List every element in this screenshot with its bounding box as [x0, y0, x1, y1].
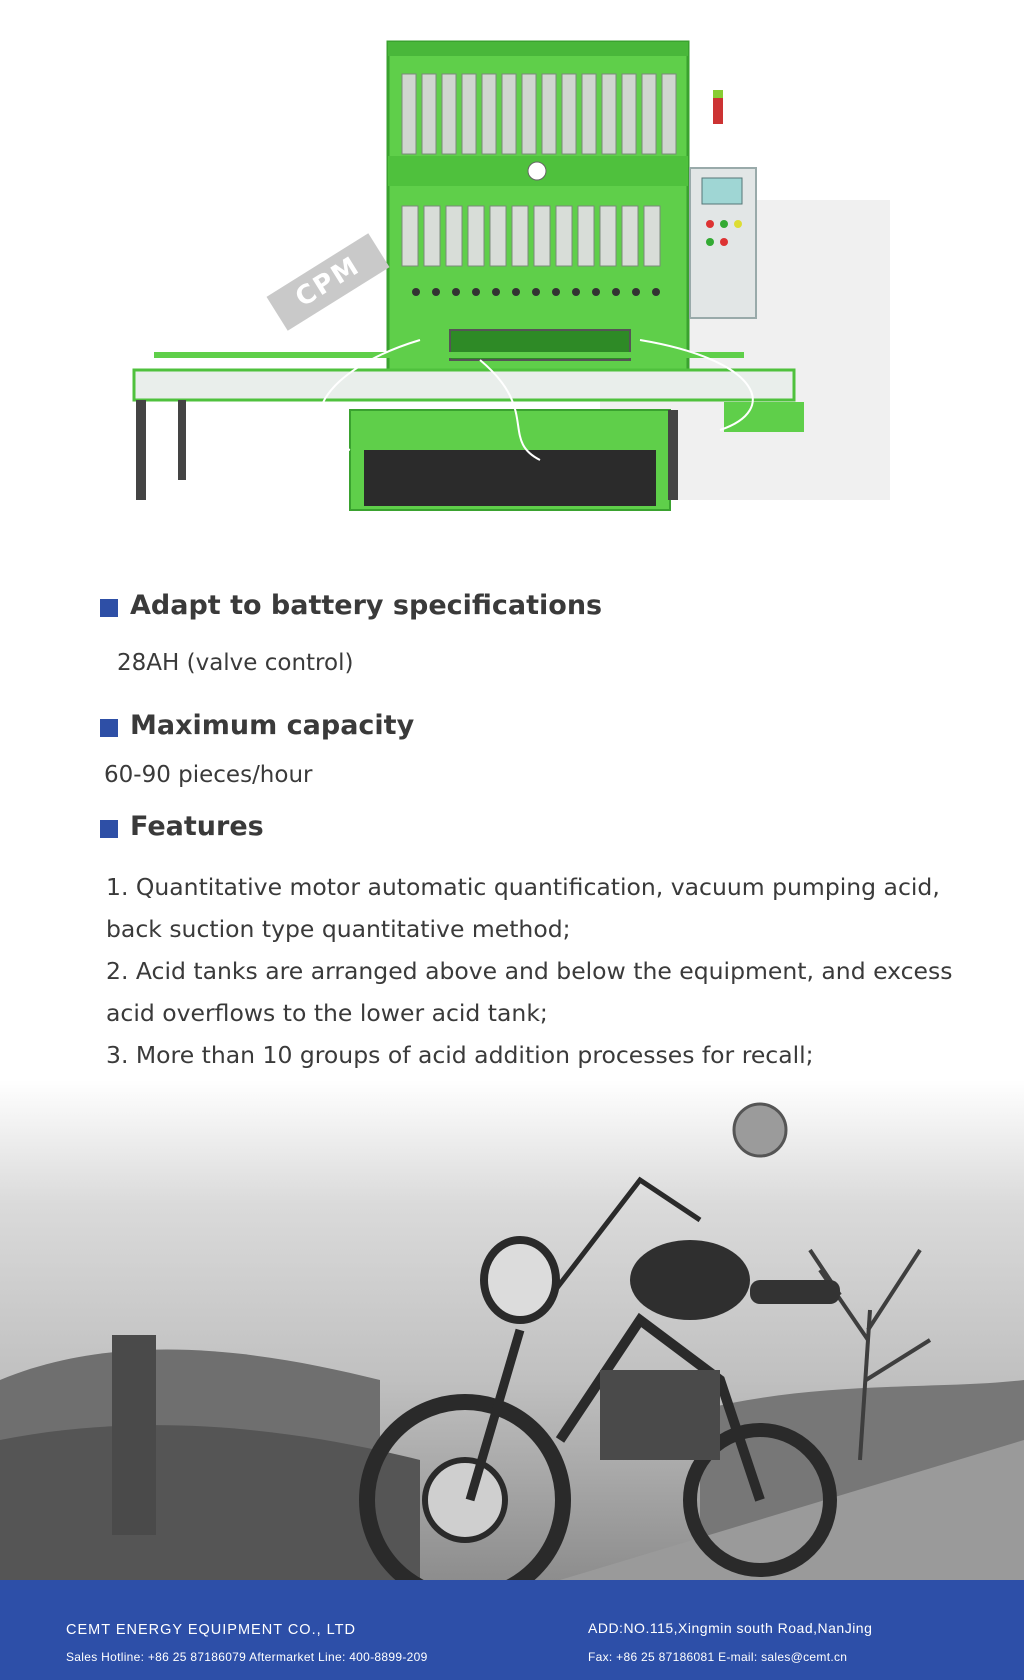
square-bullet-icon — [100, 719, 118, 737]
capacity-heading-text: Maximum capacity — [130, 710, 415, 741]
feature-item: 2. Acid tanks are arranged above and below the equipment, and excess acid overflows to the lower acid tank; — [106, 957, 953, 1027]
battery-spec-heading — [100, 590, 602, 621]
sales-hotline: Sales Hotline: +86 25 87186079 Aftermarket Line: 400-8899-209 — [66, 1650, 428, 1664]
company-footer — [0, 1580, 1024, 1680]
fax-email: Fax: +86 25 87186081 E-mail: sales@cemt.cn — [588, 1650, 848, 1664]
feature-item: 1. Quantitative motor automatic quantification, vacuum pumping acid, back suction type quantitative method; — [106, 873, 940, 943]
cpm-watermark: CPM — [267, 233, 390, 331]
motorcycle-landscape-image — [0, 1080, 1024, 1580]
features-heading-text: Features — [130, 811, 264, 842]
square-bullet-icon — [100, 820, 118, 838]
square-bullet-icon — [100, 599, 118, 617]
battery-spec-heading-text: Adapt to battery specifications — [130, 590, 603, 621]
battery-spec-value: 28AH (valve control) — [117, 650, 354, 676]
company-address: ADD:NO.115,Xingmin south Road,NanJing — [588, 1620, 873, 1636]
features-heading — [100, 811, 264, 842]
capacity-heading — [100, 710, 414, 741]
capacity-value: 60-90 pieces/hour — [104, 762, 313, 788]
feature-item: 3. More than 10 groups of acid addition processes for recall; — [106, 1041, 814, 1069]
company-name: CEMT ENERGY EQUIPMENT CO., LTD — [66, 1622, 356, 1638]
acid-filling-machine-image — [120, 30, 910, 550]
